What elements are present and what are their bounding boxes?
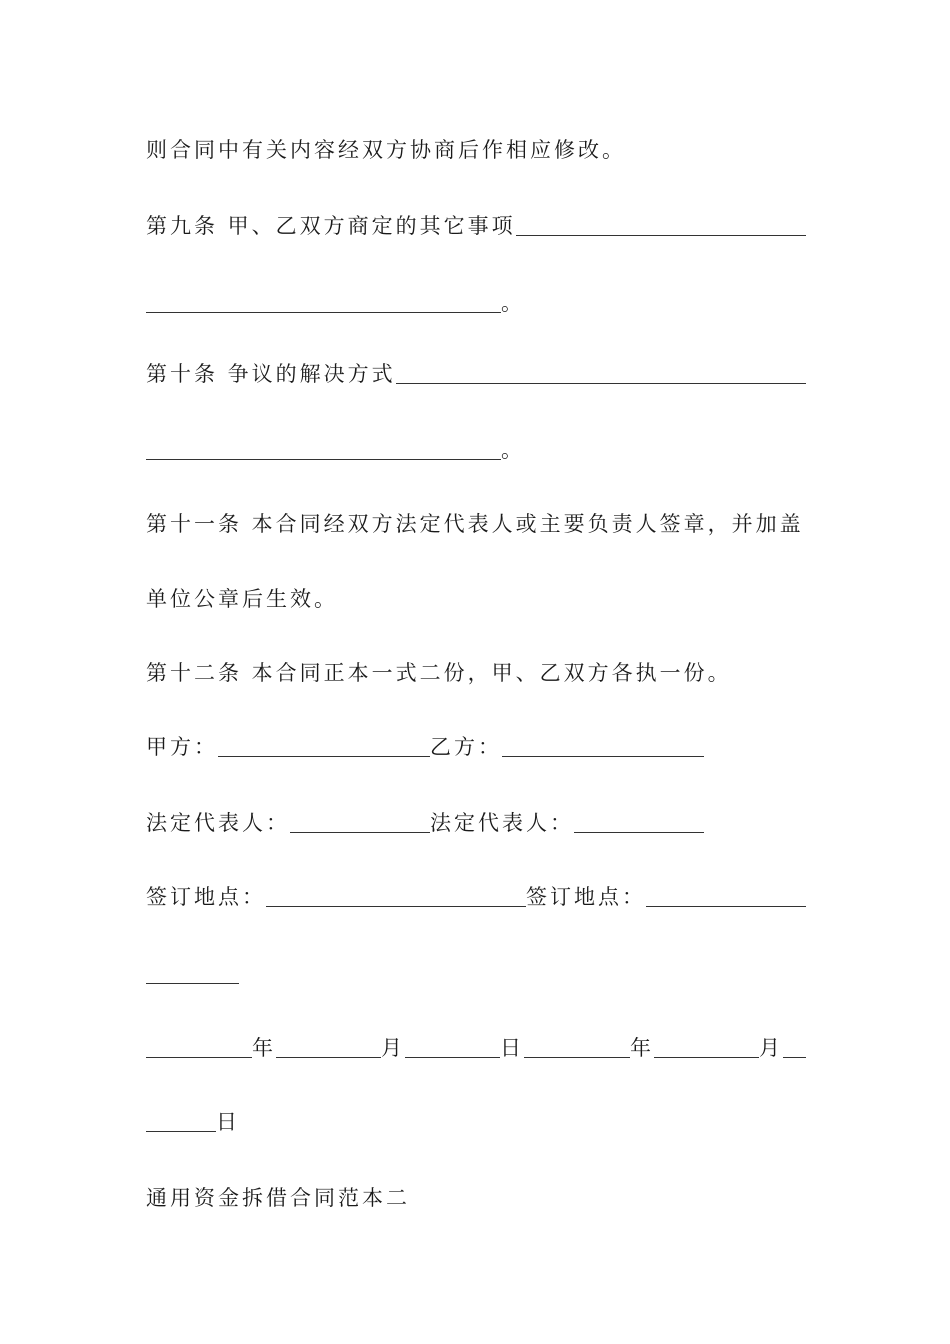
rep-a-label: 法定代表人： — [146, 811, 290, 835]
period: 。 — [501, 438, 525, 462]
place-a-blank — [266, 905, 526, 907]
clause-8-continuation — [146, 134, 806, 166]
party-b-label: 乙方： — [430, 735, 502, 759]
party-b-blank — [502, 755, 704, 757]
next-document-title — [146, 1182, 806, 1214]
party-row — [146, 731, 806, 763]
party-a-label: 甲方： — [146, 735, 218, 759]
day-b-label: 日 — [216, 1110, 240, 1134]
month-a-blank — [276, 1056, 381, 1058]
month-b-label: 月 — [759, 1036, 783, 1060]
place-b-blank-cont — [146, 982, 239, 984]
representative-row — [146, 807, 806, 839]
rep-b-blank — [574, 831, 704, 833]
year-a-label: 年 — [252, 1036, 276, 1060]
clause-10-blank-line — [146, 434, 806, 466]
clause-11-text: 第十一条 本合同经双方法定代表人或主要负责人签章，并加盖 — [146, 512, 804, 536]
place-b-blank — [646, 905, 806, 907]
clause-11 — [146, 508, 806, 540]
fill-blank — [146, 311, 501, 313]
rep-b-label: 法定代表人： — [430, 811, 574, 835]
clause-12 — [146, 657, 806, 689]
clause-11-continuation — [146, 583, 806, 615]
clause-9-text: 第九条 甲、乙双方商定的其它事项 — [146, 214, 516, 238]
day-b-blank — [783, 1056, 806, 1058]
next-title-text: 通用资金拆借合同范本二 — [146, 1186, 410, 1210]
signing-place-row — [146, 881, 806, 913]
place-a-label: 签订地点： — [146, 885, 266, 909]
fill-blank — [516, 234, 806, 236]
fill-blank — [146, 458, 501, 460]
place-b-label: 签订地点： — [526, 885, 646, 909]
clause-10-text: 第十条 争议的解决方式 — [146, 362, 396, 386]
day-a-blank — [405, 1056, 500, 1058]
period: 。 — [501, 291, 525, 315]
year-b-label: 年 — [630, 1036, 654, 1060]
clause-9 — [146, 210, 806, 242]
clause-11-text-cont: 单位公章后生效。 — [146, 587, 338, 611]
clause-text: 则合同中有关内容经双方协商后作相应修改。 — [146, 138, 626, 162]
party-a-blank — [218, 755, 430, 757]
year-b-blank — [524, 1056, 630, 1058]
month-b-blank — [654, 1056, 759, 1058]
day-a-label: 日 — [500, 1036, 524, 1060]
clause-12-text: 第十二条 本合同正本一式二份，甲、乙双方各执一份。 — [146, 661, 732, 685]
clause-10 — [146, 358, 806, 390]
date-row — [146, 1032, 806, 1064]
signing-place-wrap — [146, 958, 806, 990]
year-a-blank — [146, 1056, 252, 1058]
clause-9-blank-line — [146, 287, 806, 319]
fill-blank — [396, 382, 806, 384]
date-row-wrap — [146, 1106, 806, 1138]
month-a-label: 月 — [381, 1036, 405, 1060]
day-b-blank-cont — [146, 1130, 216, 1132]
rep-a-blank — [290, 831, 430, 833]
